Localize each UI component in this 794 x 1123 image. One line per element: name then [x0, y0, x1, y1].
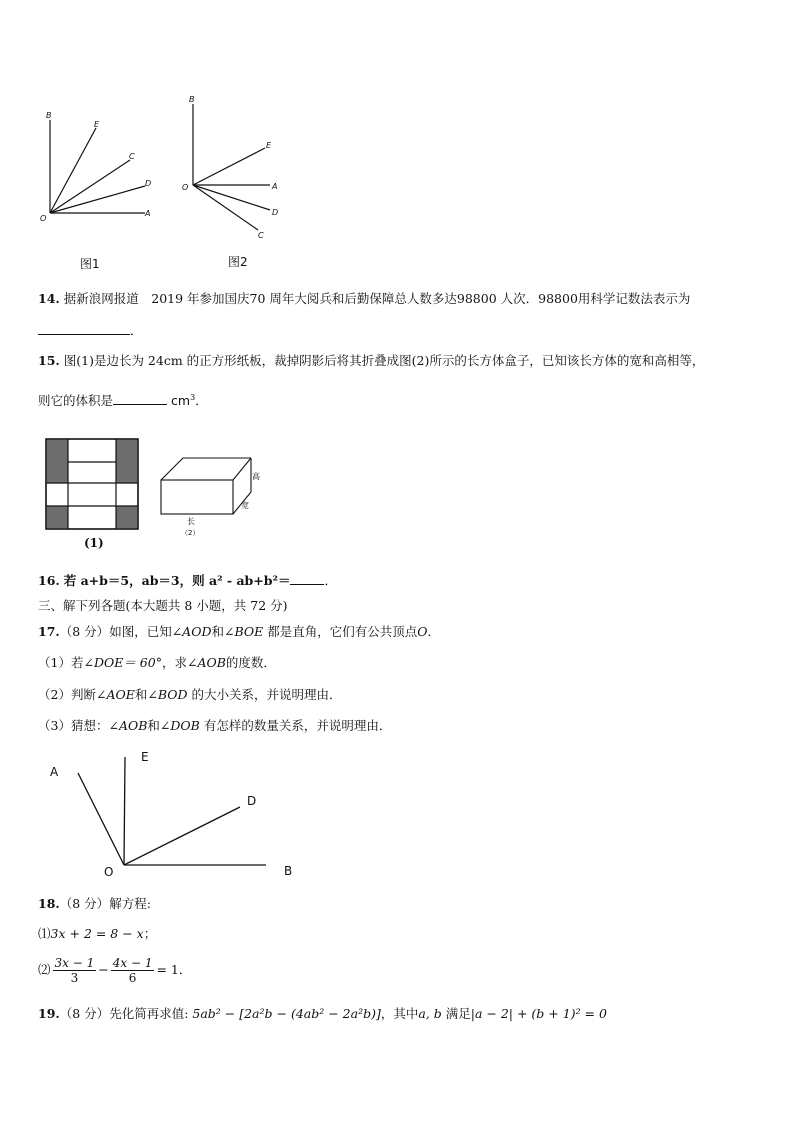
q17-sub3-angle-b: ∠DOB	[159, 718, 200, 733]
q17-sub3-label: （3）	[38, 718, 71, 733]
q15-blank[interactable]	[113, 392, 167, 405]
q17-sub1-pre: 若	[70, 655, 84, 670]
q15-figure-2-caption: （2）	[181, 529, 200, 537]
figure-2-angles	[175, 92, 295, 247]
q17-intro-and: 和	[211, 624, 224, 639]
question-18	[38, 896, 151, 912]
q18-eq1-tail: ；	[143, 926, 157, 941]
q17-label-d: D	[247, 794, 257, 808]
fig2-label-c: C	[258, 231, 264, 240]
q16-blank[interactable]	[290, 572, 324, 585]
fig1-label-e: E	[94, 120, 100, 129]
q18-eq2-frac-2	[111, 956, 155, 985]
q18-eq2-num-1: 3x − 1	[54, 956, 95, 970]
q18-eq2-tail: ．	[178, 962, 192, 977]
q14-text: 据新浪网报道 2019 年参加国庆70 周年大阅兵和后勤保障总人数多达98800 人次．98800用科学记数法表示为	[63, 291, 691, 306]
q18-equation-2	[38, 952, 191, 988]
q19-cond-vars: a, b	[418, 1006, 442, 1021]
q17-intro-pre: 如图，已知	[109, 624, 172, 639]
q17-sub1-angle2: ∠AOB	[186, 655, 226, 670]
q14-tail: ．	[130, 323, 143, 338]
fig1-label-c: C	[129, 152, 135, 161]
q17-sub2-label: （2）	[38, 687, 71, 702]
fig1-label-d: D	[145, 179, 152, 188]
q17-sub2-and: 和	[134, 687, 148, 702]
question-17-intro	[38, 624, 440, 640]
q18-eq2-minus: −	[98, 962, 109, 977]
q15-figure-1-caption: (1)	[84, 536, 104, 550]
q19-expression: 5ab² − [2a²b − (4ab² − 2a²b)]	[192, 1006, 381, 1021]
fig2-label-o: O	[182, 183, 189, 192]
q17-sub3-post: 有怎样的数量关系，并说明理由．	[203, 718, 392, 733]
q15-line2: 则它的体积是	[38, 393, 114, 409]
q18-eq2-frac-1	[53, 956, 97, 985]
fig2-label-e: E	[266, 141, 272, 150]
q17-label-e: E	[141, 750, 149, 764]
q17-label-o: O	[104, 865, 114, 879]
fig2-label-d: D	[272, 208, 279, 217]
q15-box-label-height: 高	[252, 472, 260, 481]
q17-sub2-post: 的大小关系，并说明理由．	[191, 687, 342, 702]
q19-text: 先化简再求值:	[109, 1006, 189, 1021]
q17-angle-boe: ∠BOE	[224, 624, 264, 639]
fig2-label-b: B	[189, 95, 195, 104]
q18-number: 18.	[38, 896, 60, 911]
question-15-line1	[38, 353, 704, 369]
q17-angle-aod: ∠AOD	[171, 624, 212, 639]
q17-sub2-pre: 判断	[70, 687, 96, 702]
q17-sub1-label: （1）	[38, 655, 71, 670]
q18-eq2-rhs: = 1	[156, 962, 179, 977]
question-17-sub2	[38, 687, 342, 703]
question-14	[38, 291, 690, 307]
question-19	[38, 1006, 607, 1022]
q17-sub3-and: 和	[147, 718, 160, 733]
q15-box-label-length: 长	[187, 517, 195, 526]
q16-number: 16.	[38, 573, 60, 588]
figure-1-angles	[30, 108, 160, 228]
fig1-label-o: O	[40, 214, 47, 223]
q14-blank[interactable]	[38, 322, 130, 335]
q16-tail: ．	[324, 573, 337, 588]
q18-eq1: 3x + 2 = 8 − x	[50, 926, 144, 941]
q18-eq2-den-1: 3	[70, 971, 79, 985]
q15-unit: cm	[171, 393, 191, 409]
q17-sub1-post: 的度数．	[225, 655, 276, 670]
q17-sub1-mid: ，求	[161, 655, 187, 670]
q19-score: （8 分）	[59, 1006, 110, 1021]
fig2-label-a: A	[272, 182, 278, 191]
q17-sub3-pre: 猜想：	[70, 718, 109, 733]
q17-label-a: A	[50, 765, 59, 779]
question-16	[38, 572, 337, 589]
q15-unit-exp: 3	[190, 393, 196, 402]
q17-sub1-angle: ∠DOE＝ 60°	[83, 655, 162, 670]
q15-tail: ．	[195, 393, 208, 409]
q15-box-label-width: 宽	[241, 501, 249, 510]
q17-sub3-angle-a: ∠AOB	[108, 718, 148, 733]
q17-score: （8 分）	[59, 624, 110, 639]
q15-number: 15.	[38, 353, 60, 368]
q18-equation-1	[38, 926, 156, 942]
q14-number: 14.	[38, 291, 60, 306]
q18-eq2-num-2: 4x − 1	[112, 956, 153, 970]
q19-cond-pre: ，其中	[380, 1006, 419, 1021]
q14-answer-line	[38, 322, 143, 339]
q15-line1: 图(1)是边长为 24cm 的正方形纸板，裁掉阴影后将其折叠成图(2)所示的长方体盒子，已知该长方体的宽和高相等，	[63, 353, 705, 368]
q18-eq2-den-2: 6	[128, 971, 137, 985]
section-3-title: 三、解下列各题(本大题共 8 小题，共 72 分)	[38, 598, 288, 613]
question-17-sub3	[38, 718, 391, 734]
q17-figure-angles	[40, 745, 310, 880]
q17-number: 17.	[38, 624, 60, 639]
fig1-label-b: B	[46, 111, 52, 120]
q18-text: 解方程:	[109, 896, 151, 911]
q19-number: 19.	[38, 1006, 60, 1021]
q17-vertex: O	[417, 624, 428, 639]
question-15-line2	[38, 390, 208, 409]
q19-condition: |a − 2| + (b + 1)² = 0	[470, 1006, 607, 1021]
q17-intro-post: 都是直角，它们有公共顶点	[267, 624, 418, 639]
q16-text: 若 a+b＝5，ab＝3，则 a² - ab+b²＝	[63, 573, 291, 588]
q17-intro-end: ．	[427, 624, 441, 639]
figure-1-caption: 图1	[80, 257, 100, 271]
q15-figure-2-box	[155, 450, 270, 540]
q18-eq1-label: ⑴	[38, 926, 51, 941]
q19-cond-mid: 满足	[445, 1006, 471, 1021]
fig1-label-a: A	[145, 209, 151, 218]
q17-sub2-angle-b: ∠BOD	[147, 687, 188, 702]
figure-2-caption: 图2	[228, 255, 248, 269]
q18-eq2-label: ⑵	[38, 962, 51, 977]
question-17-sub1	[38, 655, 276, 671]
q15-figure-1-square	[45, 438, 140, 533]
q18-score: （8 分）	[59, 896, 110, 911]
q17-sub2-angle-a: ∠AOE	[95, 687, 135, 702]
q17-label-b: B	[284, 864, 293, 878]
